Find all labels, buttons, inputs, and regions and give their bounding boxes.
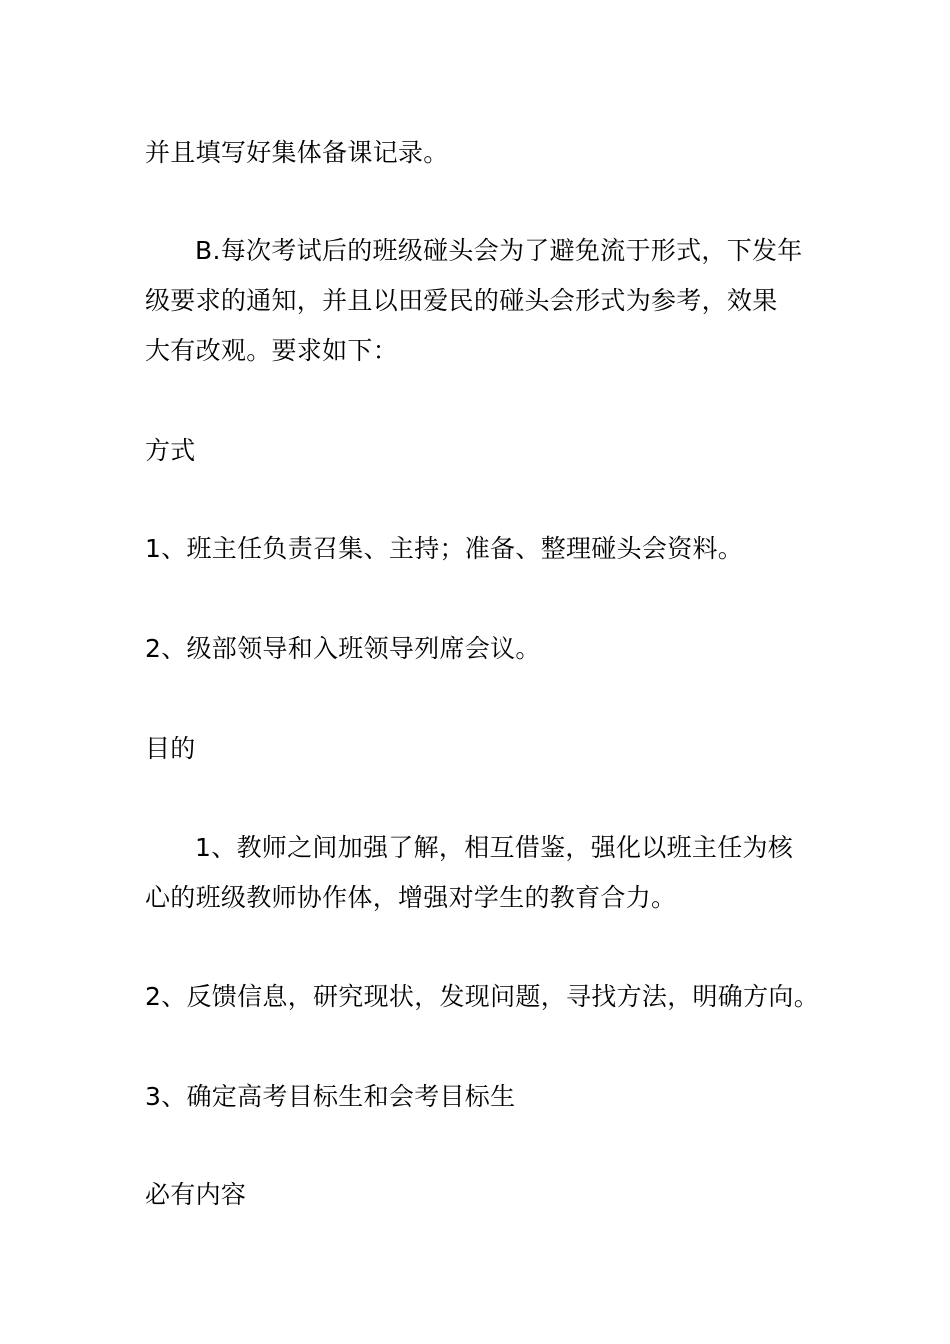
paragraph-line: B.每次考试后的班级碰头会为了避免流于形式，下发年 (195, 236, 803, 265)
list-item: 2、反馈信息，研究现状，发现问题，寻找方法，明确方向。 (145, 982, 820, 1011)
section-heading: 方式 (145, 436, 196, 465)
section-heading: 目的 (145, 734, 196, 763)
paragraph-line: 级要求的通知，并且以田爱民的碰头会形式为参考，效果 (145, 286, 778, 315)
paragraph-line: 大有改观。要求如下： (145, 336, 399, 365)
list-item: 1、班主任负责召集、主持；准备、整理碰头会资料。 (145, 534, 744, 563)
list-item: 2、级部领导和入班领导列席会议。 (145, 634, 541, 663)
list-item: 1、教师之间加强了解，相互借鉴，强化以班主任为核 (195, 833, 794, 862)
list-item-continuation: 心的班级教师协作体，增强对学生的教育合力。 (145, 883, 677, 912)
paragraph-line: 并且填写好集体备课记录。 (145, 138, 449, 167)
section-heading: 必有内容 (145, 1180, 247, 1209)
list-item: 3、确定高考目标生和会考目标生 (145, 1082, 516, 1111)
